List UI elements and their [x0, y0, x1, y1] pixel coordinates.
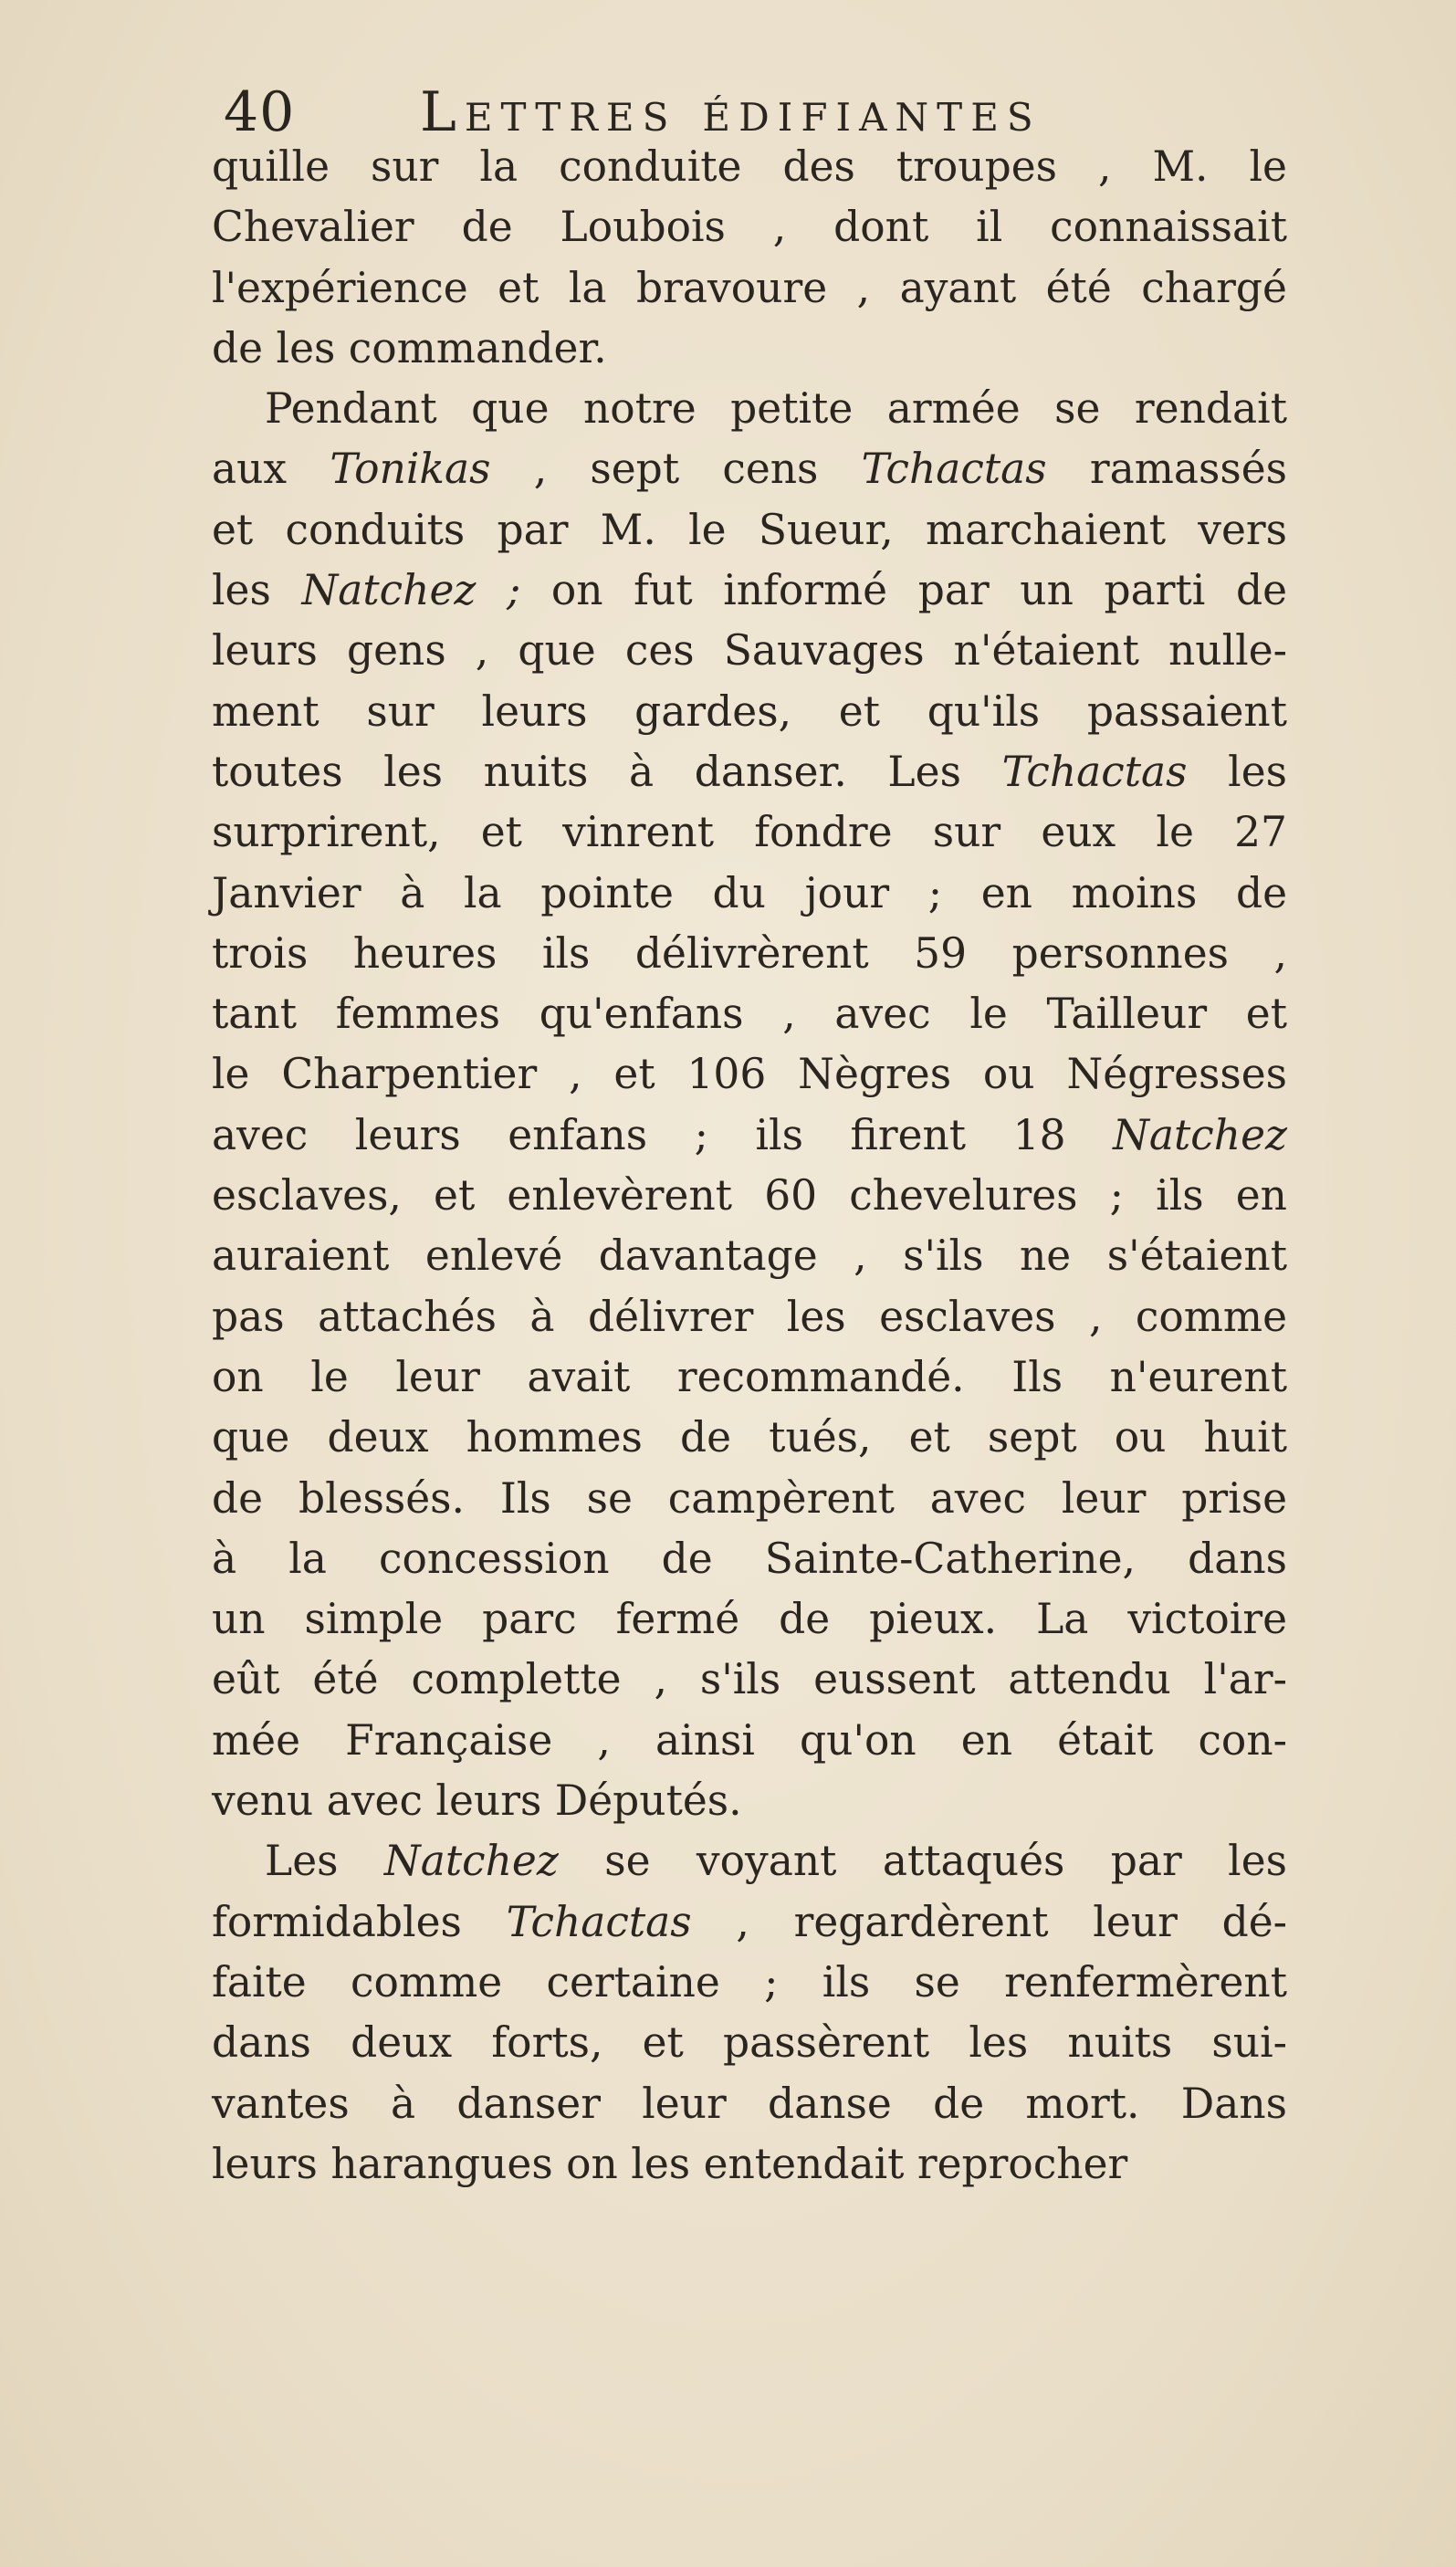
- italic-text: Tchactas: [1001, 747, 1188, 796]
- text-line: les Natchez ; on fut informé par un parti de: [212, 566, 1288, 615]
- text-line: Pendant que notre petite armée se rendait: [265, 384, 1287, 434]
- text-line: on le leur avait recommandé. Ils n'eurent: [212, 1352, 1287, 1401]
- text-line: de les commander.: [212, 323, 607, 372]
- text-line: venu avec leurs Députés.: [212, 1776, 742, 1826]
- text-line: l'expérience et la bravoure , ayant été chargé: [212, 263, 1287, 312]
- body-text: [212, 137, 1287, 2195]
- text-line: auraient enlevé davantage , s'ils ne s'étaient: [212, 1231, 1287, 1281]
- text-line: formidables Tchactas , regardèrent leur dé-: [212, 1897, 1287, 1946]
- text-line: aux Tonikas , sept cens Tchactas ramassés: [212, 445, 1287, 494]
- italic-text: Natchez: [383, 1837, 559, 1886]
- text-line: faite comme certaine ; ils se renfermèrent: [212, 1957, 1287, 2006]
- text-line: ment sur leurs gardes, et qu'ils passaient: [212, 686, 1287, 736]
- text-line: de blessés. Ils se campèrent avec leur prise: [212, 1473, 1287, 1523]
- text-line: mée Française , ainsi qu'on en était con-: [212, 1715, 1287, 1765]
- text-line: dans deux forts, et passèrent les nuits sui-: [212, 2018, 1287, 2068]
- text-line: à la concession de Sainte-Catherine, dans: [212, 1534, 1287, 1583]
- italic-text: Natchez ;: [301, 566, 521, 615]
- text-line: toutes les nuits à danser. Les Tchactas les: [212, 747, 1287, 796]
- italic-text: Tchactas: [861, 445, 1047, 494]
- text-line: leurs gens , que ces Sauvages n'étaient nulle-: [212, 626, 1287, 676]
- text-line: esclaves, et enlevèrent 60 chevelures ; ils en: [212, 1171, 1287, 1221]
- text-line: Les Natchez se voyant attaqués par les: [265, 1837, 1287, 1886]
- text-line: quille sur la conduite des troupes , M. le: [212, 142, 1287, 191]
- text-line: que deux hommes de tués, et sept ou huit: [212, 1413, 1287, 1462]
- page-number: 40: [224, 80, 296, 144]
- text-line: surprirent, et vinrent fondre sur eux le 27: [212, 808, 1287, 857]
- text-line: Janvier à la pointe du jour ; en moins de: [212, 868, 1287, 917]
- running-title: Lettres édifiantes: [420, 80, 1042, 144]
- text-line: pas attachés à délivrer les esclaves , comme: [212, 1292, 1287, 1341]
- text-line: leurs harangues on les entendait reprocher: [212, 2139, 1128, 2188]
- text-line: et conduits par M. le Sueur, marchaient vers: [212, 505, 1287, 554]
- text-line: Chevalier de Loubois , dont il connaissait: [212, 203, 1287, 252]
- italic-text: Tchactas: [506, 1897, 692, 1946]
- text-line: vantes à danser leur danse de mort. Dans: [212, 2079, 1287, 2128]
- text-line: eût été complette , s'ils eussent attendu l'ar-: [212, 1655, 1287, 1704]
- text-line: un simple parc fermé de pieux. La victoire: [212, 1595, 1287, 1644]
- text-line: tant femmes qu'enfans , avec le Tailleur et: [212, 990, 1287, 1039]
- italic-text: Tonikas: [330, 445, 491, 494]
- italic-text: Natchez: [1113, 1110, 1287, 1159]
- text-line: trois heures ils délivrèrent 59 personnes ,: [212, 928, 1287, 978]
- text-line: avec leurs enfans ; ils firent 18 Natchez: [212, 1110, 1287, 1159]
- text-line: le Charpentier , et 106 Nègres ou Négresses: [212, 1050, 1287, 1099]
